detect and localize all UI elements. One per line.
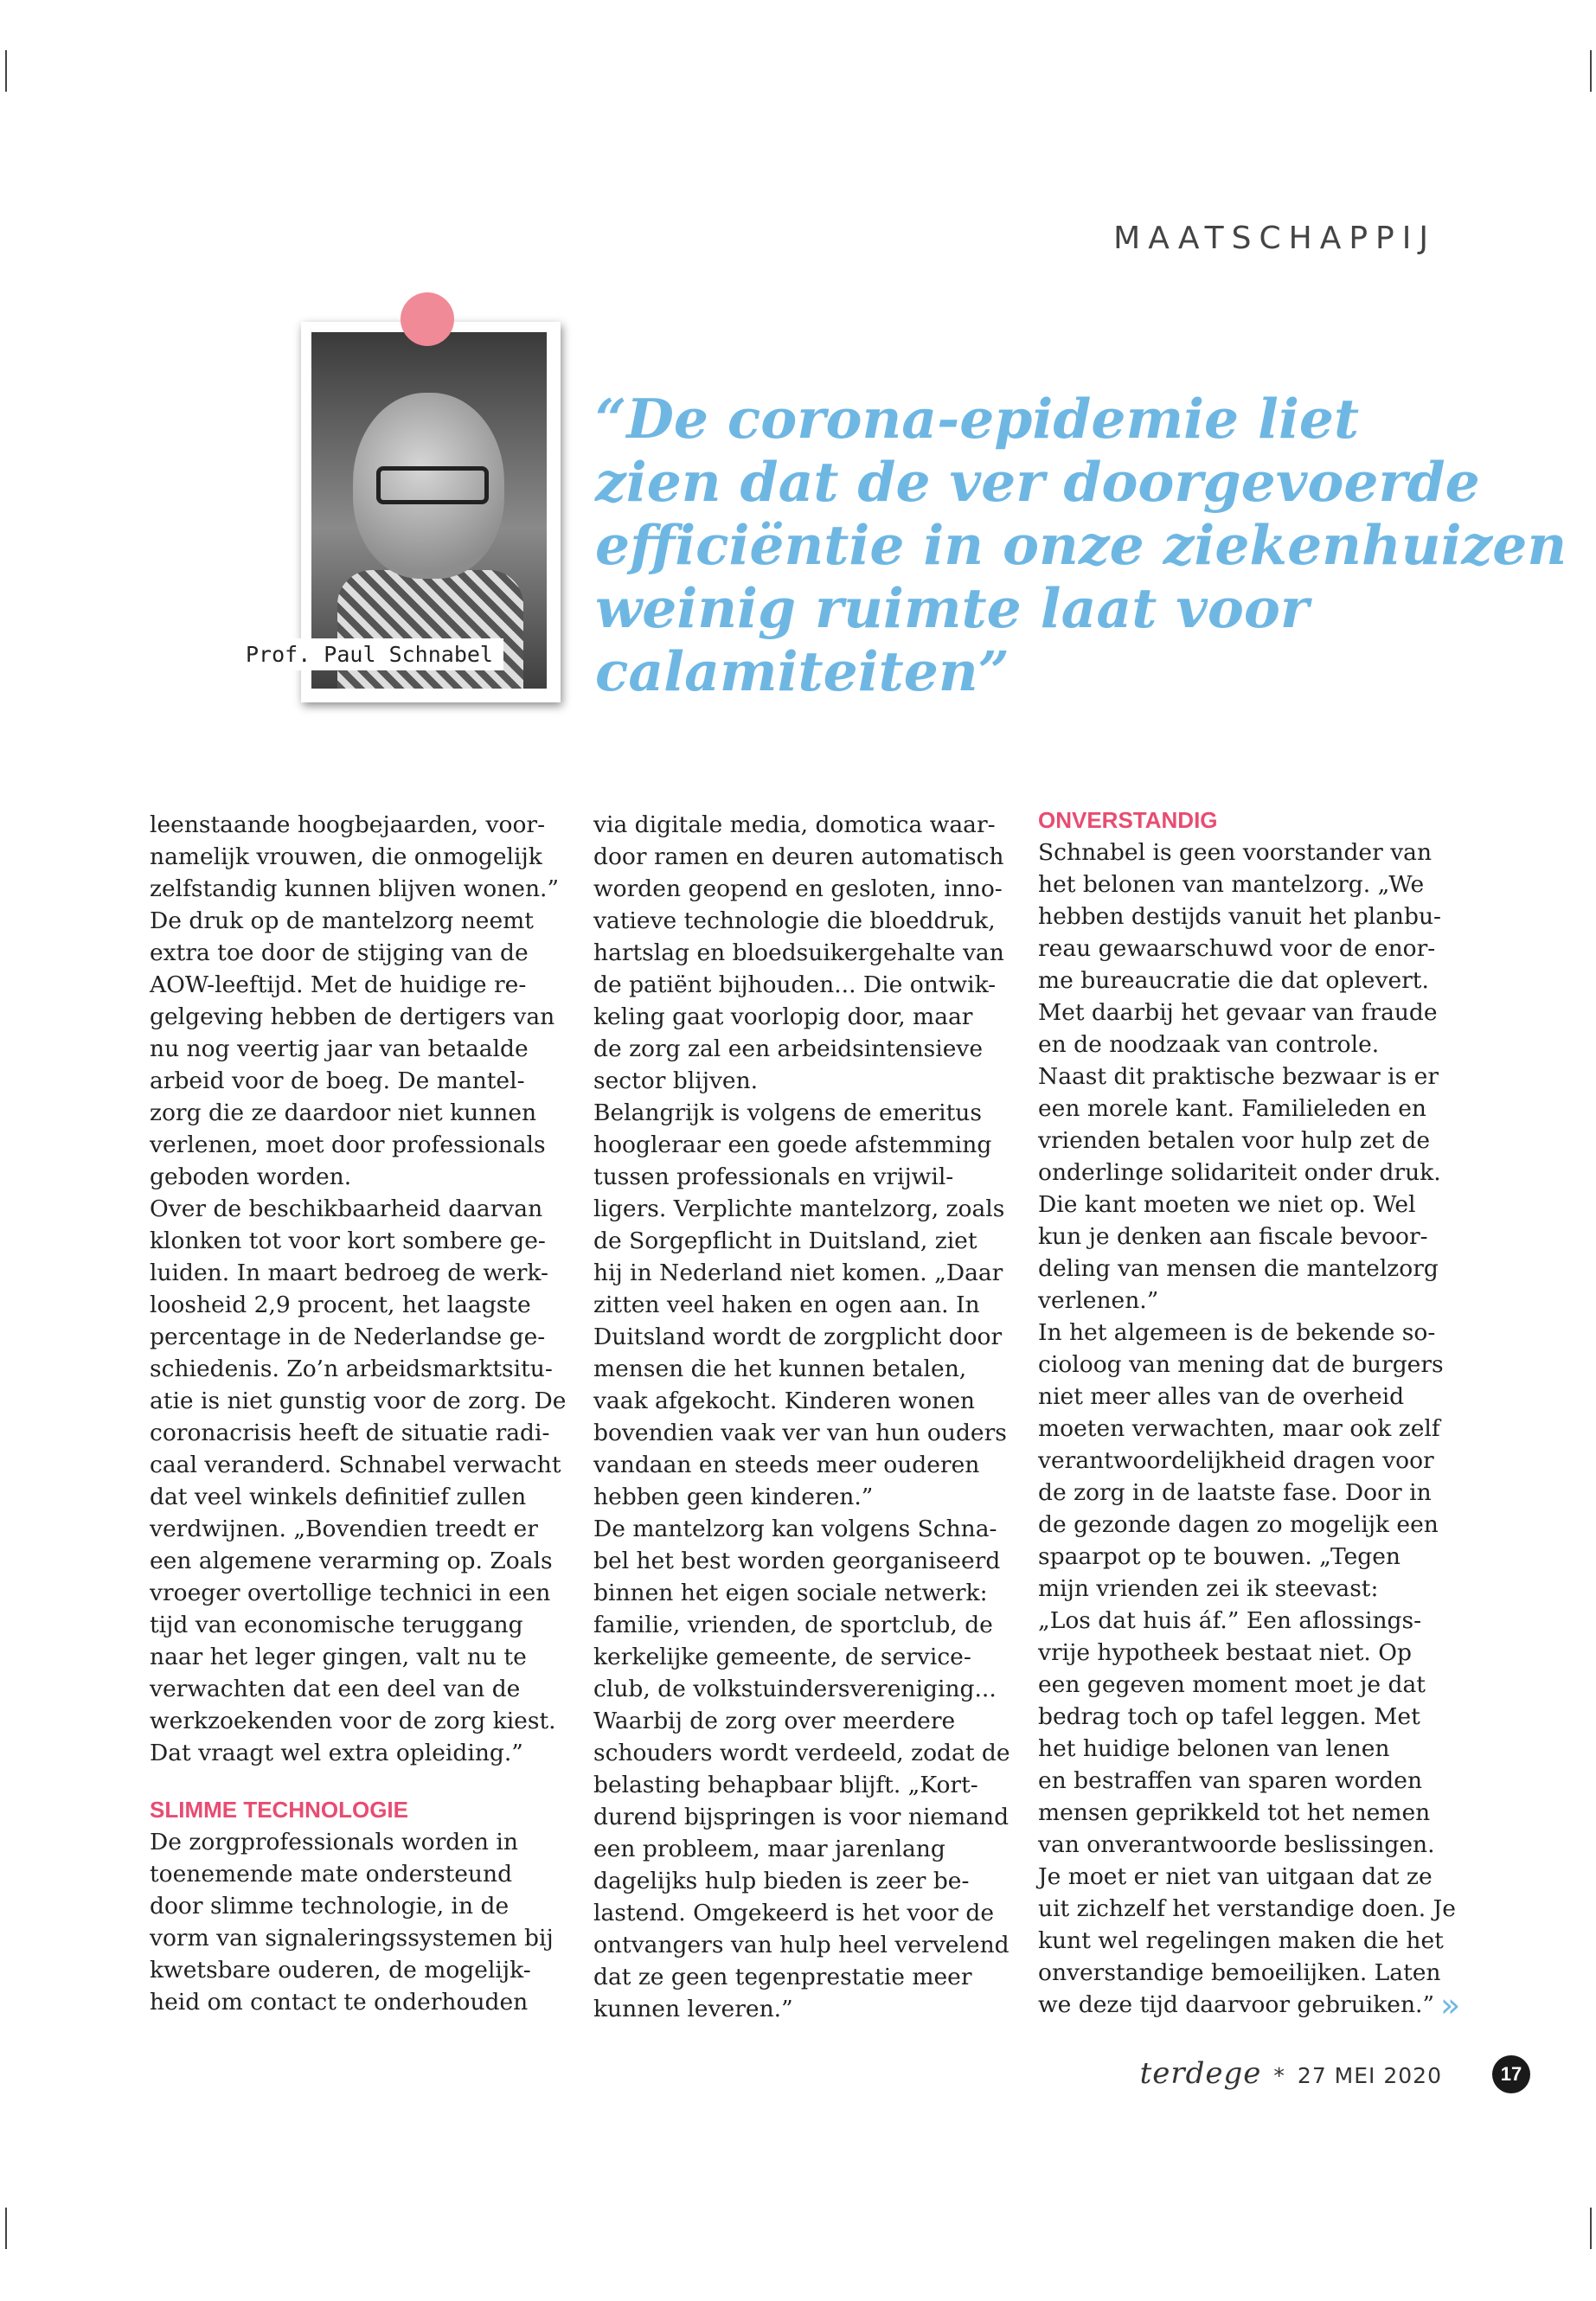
article-text-line: nu nog veertig jaar van betaalde [150, 1035, 529, 1062]
article-column-3 [1038, 804, 1456, 2021]
article-text-line: vaak afgekocht. Kinderen wonen [593, 1388, 976, 1414]
article-text-line: geboden worden. [150, 1163, 352, 1190]
article-text-line: mensen die het kunnen betalen, [593, 1356, 967, 1382]
article-text-line: zorg die ze daardoor niet kunnen [150, 1099, 537, 1126]
article-text-line: zitten veel haken en ogen aan. In [593, 1292, 980, 1318]
article-text-line: keling gaat voorlopig door, maar [593, 1003, 973, 1030]
article-text-line: leenstaande hoogbejaarden, voor- [150, 811, 546, 838]
article-text-line: verantwoordelijkheid dragen voor [1038, 1447, 1434, 1474]
article-column-1 [150, 809, 567, 2018]
article-text-line: kerkelijke gemeente, de service- [593, 1644, 971, 1670]
article-text-line: we deze tijd daarvoor gebruiken.” [1038, 1991, 1435, 2018]
crop-mark-bottom-left [5, 2208, 7, 2249]
article-text-line: de zorg zal een arbeidsintensieve [593, 1035, 984, 1062]
pull-quote [595, 387, 1567, 703]
portrait-shirt [337, 570, 523, 689]
article-text-line: extra toe door de stijging van de [150, 939, 529, 966]
article-text-line: Waarbij de zorg over meerdere [593, 1708, 956, 1734]
article-text-line: een morele kant. Familieleden en [1038, 1095, 1426, 1122]
article-text-line: een gegeven moment moet je dat [1038, 1671, 1426, 1698]
page-number: 17 [1492, 2055, 1530, 2093]
article-text-line: onverstandige bemoeilijken. Laten [1038, 1959, 1441, 1986]
article-text-line: Belangrijk is volgens de emeritus [593, 1099, 982, 1126]
article-text-line: het huidige belonen van lenen [1038, 1735, 1390, 1762]
portrait-glasses [376, 466, 489, 504]
article-text-line: hoogleraar een goede afstemming [593, 1131, 992, 1158]
article-subheading: ONVERSTANDIG [1038, 807, 1218, 833]
article-text-line: kunt wel regelingen maken die het [1038, 1927, 1444, 1954]
article-text-line: toenemende mate ondersteund [150, 1861, 513, 1888]
article-text-line: vrienden betalen voor hulp zet de [1038, 1127, 1431, 1154]
article-text-line: binnen het eigen sociale netwerk: [593, 1580, 988, 1606]
article-text-line: AOW-leeftijd. Met de huidige re- [150, 971, 527, 998]
article-text-line: Duitsland wordt de zorgplicht door [593, 1324, 1003, 1350]
article-text-line: Dat vraagt wel extra opleiding.” [150, 1740, 523, 1766]
article-text-line: de zorg in de laatste fase. Door in [1038, 1479, 1432, 1506]
article-text-line: kun je denken aan fiscale bevoor- [1038, 1223, 1428, 1250]
article-text-line: dat veel winkels definitief zullen [150, 1484, 527, 1510]
article-text-line: percentage in de Nederlandse ge- [150, 1324, 546, 1350]
article-text-line: werkzoekenden voor de zorg kiest. [150, 1708, 556, 1734]
article-text-line: De druk op de mantelzorg neemt [150, 907, 534, 934]
article-text-line: via digitale media, domotica waar- [593, 811, 996, 838]
article-text-line: kunnen leveren.” [593, 1996, 793, 2022]
article-text-line: worden geopend en gesloten, inno- [593, 875, 1003, 902]
article-text-line: uit zichzelf het verstandige doen. Je [1038, 1895, 1456, 1922]
article-text-line: de gezonde dagen zo mogelijk een [1038, 1511, 1439, 1538]
article-text-line: niet meer alles van de overheid [1038, 1383, 1405, 1410]
article-text-line: door slimme technologie, in de [150, 1893, 510, 1920]
article-text-line: vorm van signaleringssystemen bij [150, 1925, 554, 1952]
article-text-line: club, de volkstuindersvereniging... [593, 1676, 997, 1702]
article-text-line: mijn vrienden zei ik steevast: [1038, 1575, 1379, 1602]
article-text-line: coronacrisis heeft de situatie radi- [150, 1420, 550, 1446]
article-text-line: ontvangers van hulp heel vervelend [593, 1932, 1010, 1958]
article-text-line: heid om contact te onderhouden [150, 1989, 529, 2016]
article-text-line: verdwijnen. „Bovendien treedt er [150, 1516, 538, 1542]
article-text-line: en bestraffen van sparen worden [1038, 1767, 1423, 1794]
article-column-2 [593, 809, 1010, 2025]
article-text-line: tijd van economische teruggang [150, 1612, 523, 1638]
article-text-line: belasting behapbaar blijft. „Kort- [593, 1772, 978, 1798]
article-text-line: „Los dat huis áf.” Een aflossings- [1038, 1607, 1422, 1634]
article-text-line: onderlinge solidariteit onder druk. [1038, 1159, 1441, 1186]
article-text-line: kwetsbare ouderen, de mogelijk- [150, 1957, 531, 1984]
article-subheading: SLIMME TECHNOLOGIE [150, 1797, 408, 1823]
article-text-line: vatieve technologie die bloeddruk, [593, 907, 996, 934]
pull-quote-line: efficiëntie in onze ziekenhuizen [595, 513, 1567, 577]
article-text-line: Naast dit praktische bezwaar is er [1038, 1063, 1439, 1090]
article-text-line: dat ze geen tegenprestatie meer [593, 1964, 972, 1990]
crop-mark-top-right [1590, 50, 1592, 92]
article-text-line: moeten verwachten, maar ook zelf [1038, 1415, 1440, 1442]
article-text-line: vandaan en steeds meer ouderen [593, 1452, 980, 1478]
article-text-line: verlenen, moet door professionals [150, 1131, 546, 1158]
article-text-line: ligers. Verplichte mantelzorg, zoals [593, 1195, 1005, 1222]
article-text-line: cioloog van mening dat de burgers [1038, 1351, 1444, 1378]
article-text-line: dagelijks hulp bieden is zeer be- [593, 1868, 970, 1894]
article-text-line: Schnabel is geen voorstander van [1038, 839, 1433, 866]
article-text-line: Die kant moeten we niet op. Wel [1038, 1191, 1416, 1218]
article-text-line: deling van mensen die mantelzorg [1038, 1255, 1439, 1282]
portrait-photo [311, 332, 547, 689]
magazine-name: terdege [1139, 2056, 1262, 2091]
article-text-line: hij in Nederland niet komen. „Daar [593, 1259, 1003, 1286]
article-text-line: verlenen.” [1038, 1287, 1159, 1314]
crop-mark-top-left [5, 50, 7, 92]
article-text-line: tussen professionals en vrijwil- [593, 1163, 954, 1190]
pull-quote-line: zien dat de ver doorgevoerde [595, 450, 1480, 514]
article-text-line: caal veranderd. Schnabel verwacht [150, 1452, 561, 1478]
article-text-line: spaarpot op te bouwen. „Tegen [1038, 1543, 1401, 1570]
article-text-line: de patiënt bijhouden... Die ontwik- [593, 971, 997, 998]
article-text-line: bovendien vaak ver van hun ouders [593, 1420, 1007, 1446]
article-text-line: durend bijspringen is voor niemand [593, 1804, 1010, 1830]
article-text-line: bel het best worden georganiseerd [593, 1548, 1001, 1574]
article-text-line: Met daarbij het gevaar van fraude [1038, 999, 1438, 1026]
article-text-line: In het algemeen is de bekende so- [1038, 1319, 1436, 1346]
article-text-line: zelfstandig kunnen blijven wonen.” [150, 875, 560, 902]
article-text-line: mensen geprikkeld tot het nemen [1038, 1799, 1431, 1826]
article-text-line: naar het leger gingen, valt nu te [150, 1644, 527, 1670]
article-text-line: arbeid voor de boeg. De mantel- [150, 1067, 525, 1094]
article-text-line: door ramen en deuren automatisch [593, 843, 1004, 870]
pull-quote-line: weinig ruimte laat voor [595, 576, 1310, 640]
paragraph-gap [150, 1769, 548, 1794]
article-text-line: me bureaucratie die dat oplevert. [1038, 967, 1429, 994]
article-text-line: een algemene verarming op. Zoals [150, 1548, 553, 1574]
article-text-line: een probleem, maar jarenlang [593, 1836, 945, 1862]
pull-quote-line: “De corona-epidemie liet [595, 387, 1360, 451]
pull-quote-line: calamiteiten” [595, 639, 1010, 703]
issue-date: 27 MEI 2020 [1297, 2063, 1442, 2088]
article-text-line: luiden. In maart bedroeg de werk- [150, 1259, 548, 1286]
article-text-line: familie, vrienden, de sportclub, de [593, 1612, 993, 1638]
page-footer [1140, 2056, 1442, 2091]
continue-arrow-icon: » [1440, 1986, 1461, 2024]
section-label: MAATSCHAPPIJ [1113, 221, 1436, 256]
article-text-line: schouders wordt verdeeld, zodat de [593, 1740, 1010, 1766]
article-text-line: hebben destijds vanuit het planbu- [1038, 903, 1441, 930]
article-text-line: vrije hypotheek bestaat niet. Op [1038, 1639, 1412, 1666]
article-text-line: en de noodzaak van controle. [1038, 1031, 1380, 1058]
article-text-line: verwachten dat een deel van de [150, 1676, 521, 1702]
article-text-line: namelijk vrouwen, die onmogelijk [150, 843, 542, 870]
article-text-line: reau gewaarschuwd voor de enor- [1038, 935, 1436, 962]
footer-separator-icon: * [1273, 2063, 1285, 2088]
article-text-line: De zorgprofessionals worden in [150, 1829, 518, 1856]
article-text-line: klonken tot voor kort sombere ge- [150, 1227, 546, 1254]
article-text-line: hebben geen kinderen.” [593, 1484, 874, 1510]
photo-caption: Prof. Paul Schnabel [235, 638, 503, 670]
pin-decoration [401, 292, 454, 346]
article-text-line: loosheid 2,9 procent, het laagste [150, 1292, 531, 1318]
article-text-line: bedrag toch op tafel leggen. Met [1038, 1703, 1420, 1730]
article-text-line: sector blijven. [593, 1067, 759, 1094]
article-text-line: De mantelzorg kan volgens Schna- [593, 1516, 997, 1542]
article-text-line: Over de beschikbaarheid daarvan [150, 1195, 543, 1222]
article-text-line: atie is niet gunstig voor de zorg. De [150, 1388, 567, 1414]
article-text-line: het belonen van mantelzorg. „We [1038, 871, 1425, 898]
article-text-line: gelgeving hebben de dertigers van [150, 1003, 555, 1030]
crop-mark-bottom-right [1590, 2208, 1592, 2249]
article-text-line: van onverantwoorde beslissingen. [1038, 1831, 1435, 1858]
article-text-line: hartslag en bloedsuikergehalte van [593, 939, 1004, 966]
article-text-line: vroeger overtollige technici in een [150, 1580, 551, 1606]
article-text-line: lastend. Omgekeerd is het voor de [593, 1900, 994, 1926]
article-text-line: Je moet er niet van uitgaan dat ze [1038, 1863, 1433, 1890]
article-text-line: schiedenis. Zo’n arbeidsmarktsitu- [150, 1356, 553, 1382]
article-text-line: de Sorgepflicht in Duitsland, ziet [593, 1227, 977, 1254]
